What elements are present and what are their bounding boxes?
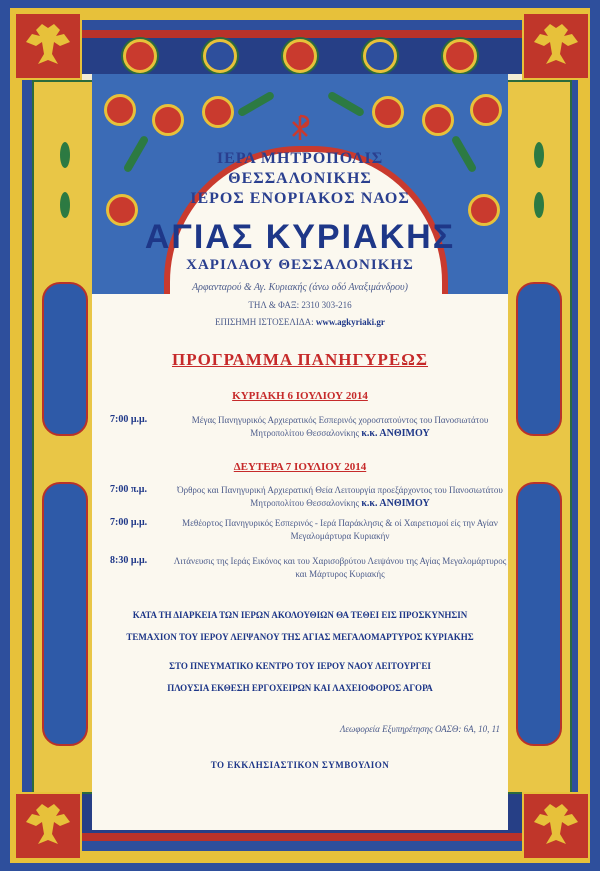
program-title: ΠΡΟΓΡΑΜΜΑ ΠΑΝΗΓΥΡΕΩΣ	[171, 350, 429, 369]
flower-ornament-icon	[104, 94, 136, 126]
day-heading: ΚΥΡΙΑΚΗ 6 ΙΟΥΛΙΟΥ 2014	[232, 390, 368, 402]
flower-ornament-icon	[123, 39, 157, 73]
header-line-1: ΙΕΡΑ ΜΗΤΡΟΠΟΛΙΣ	[216, 150, 384, 167]
top-ornament-row	[100, 40, 500, 72]
relic-notice	[100, 604, 500, 648]
chi-rho-icon	[288, 114, 312, 142]
flower-ornament-icon	[470, 94, 502, 126]
double-headed-eagle-icon	[522, 792, 590, 860]
double-headed-eagle-icon	[14, 12, 82, 80]
day-heading: ΔΕΥΤΕΡΑ 7 ΙΟΥΛΙΟΥ 2014	[233, 461, 367, 473]
flower-ornament-icon	[152, 104, 184, 136]
event-time: 8:30 μ.μ.	[110, 555, 148, 566]
vine-ornament	[327, 91, 366, 118]
header-line-2: ΘΕΣΣΑΛΟΝΙΚΗΣ	[228, 170, 372, 187]
flower-ornament-icon	[203, 39, 237, 73]
flower-ornament-icon	[422, 104, 454, 136]
event-description: Μεθέορτος Πανηγυρικός Εσπερινός - Ιερά Παράκλησις & οί Χαιρετισμοί είς την Αγίαν Μεγαλομάρτυρα Κυριακήν	[182, 518, 498, 541]
double-headed-eagle-icon	[14, 792, 82, 860]
phone: ΤΗΛ & ΦΑΞ: 2310 303-216	[248, 300, 352, 310]
right-side-panel	[516, 482, 562, 746]
header-line-3: ΙΕΡΟΣ ΕΝΟΡΙΑΚΟΣ ΝΑΟΣ	[190, 190, 410, 207]
bus-lines: Λεωφορεία Εξυπηρέτησης ΟΑΣΘ: 6Α, 10, 11	[340, 724, 500, 734]
notice-line: ΤΕΜΑΧΙΟΝ ΤΟΥ ΙΕΡΟΥ ΛΕΙΨΑΝΟΥ ΤΗΣ ΑΓΙΑΣ ΜΕΓΑΛΟΜΑΡΤΥΡΟΣ ΚΥΡΙΑΚΗΣ	[126, 632, 474, 642]
notice-line: ΣΤΟ ΠΝΕΥΜΑΤΙΚΟ ΚΕΝΤΡΟ ΤΟΥ ΙΕΡΟΥ ΝΑΟΥ ΛΕΙΤΟΥΡΓΕΙ	[169, 661, 431, 671]
header-line-5: ΧΑΡΙΛΑΟΥ ΘΕΣΣΑΛΟΝΙΚΗΣ	[186, 257, 414, 273]
church-name: ΑΓΙΑΣ ΚΥΡΙΑΚΗΣ	[144, 218, 456, 256]
event-time: 7:00 π.μ.	[110, 484, 147, 495]
flower-ornament-icon	[372, 96, 404, 128]
double-headed-eagle-icon	[522, 12, 590, 80]
notice-line: ΚΑΤΑ ΤΗ ΔΙΑΡΚΕΙΑ ΤΩΝ ΙΕΡΩΝ ΑΚΟΛΟΥΘΙΩΝ ΘΑ ΤΕΘΕΙ ΕΙΣ ΠΡΟΣΚΥΝΗΣΙΝ	[132, 610, 468, 620]
flower-ornament-icon	[202, 96, 234, 128]
event-time: 7:00 μ.μ.	[110, 414, 148, 425]
vine-ornament	[237, 91, 276, 118]
event-description: Λιτάνευσις της Ιεράς Εικόνος και του Χαρισοβρύτου Λειψάνου της Αγίας Μεγαλομάρτυρος και Μάρτυρος Κυριακής	[173, 556, 507, 579]
flower-ornament-icon	[363, 39, 397, 73]
address: Αρφανταρού & Αγ. Κυριακής (άνω οδό Αναξιμάνδρου)	[192, 282, 408, 293]
website-label: ΕΠΙΣΗΜΗ ΙΣΤΟΣΕΛΙΔΑ:	[215, 317, 314, 327]
website-line	[0, 317, 600, 327]
website-link[interactable]: www.agkyriaki.gr	[315, 317, 385, 327]
exhibition-notice	[100, 655, 500, 699]
event-time: 7:00 μ.μ.	[110, 517, 148, 528]
council-signature: ΤΟ ΕΚΚΛΗΣΙΑΣΤΙΚΟΝ ΣΥΜΒΟΥΛΙΟΝ	[210, 760, 390, 770]
event-description: Μέγας Πανηγυρικός Αρχιερατικός Εσπερινός χοροστατούντος του Πανοσιωτάτου Μητροπολίτου Θεσσαλονίκης κ.κ. ΑΝΘΙΜΟΥ	[191, 415, 489, 439]
cross-ornament-icon	[283, 39, 317, 73]
flower-ornament-icon	[443, 39, 477, 73]
left-side-panel	[42, 482, 88, 746]
notice-line: ΠΛΟΥΣΙΑ ΕΚΘΕΣΗ ΕΡΓΟΧΕΙΡΩΝ ΚΑΙ ΛΑΧΕΙΟΦΟΡΟΣ ΑΓΟΡΑ	[167, 683, 433, 693]
event-description: Όρθρος και Πανηγυρική Αρχιερατική Θεία Λειτουργία προεξάρχοντος του Πανοσιωτάτου Μητροπολίτου Θεσσαλονίκης κ.κ. ΑΝΘΙΜΟΥ	[177, 485, 503, 509]
